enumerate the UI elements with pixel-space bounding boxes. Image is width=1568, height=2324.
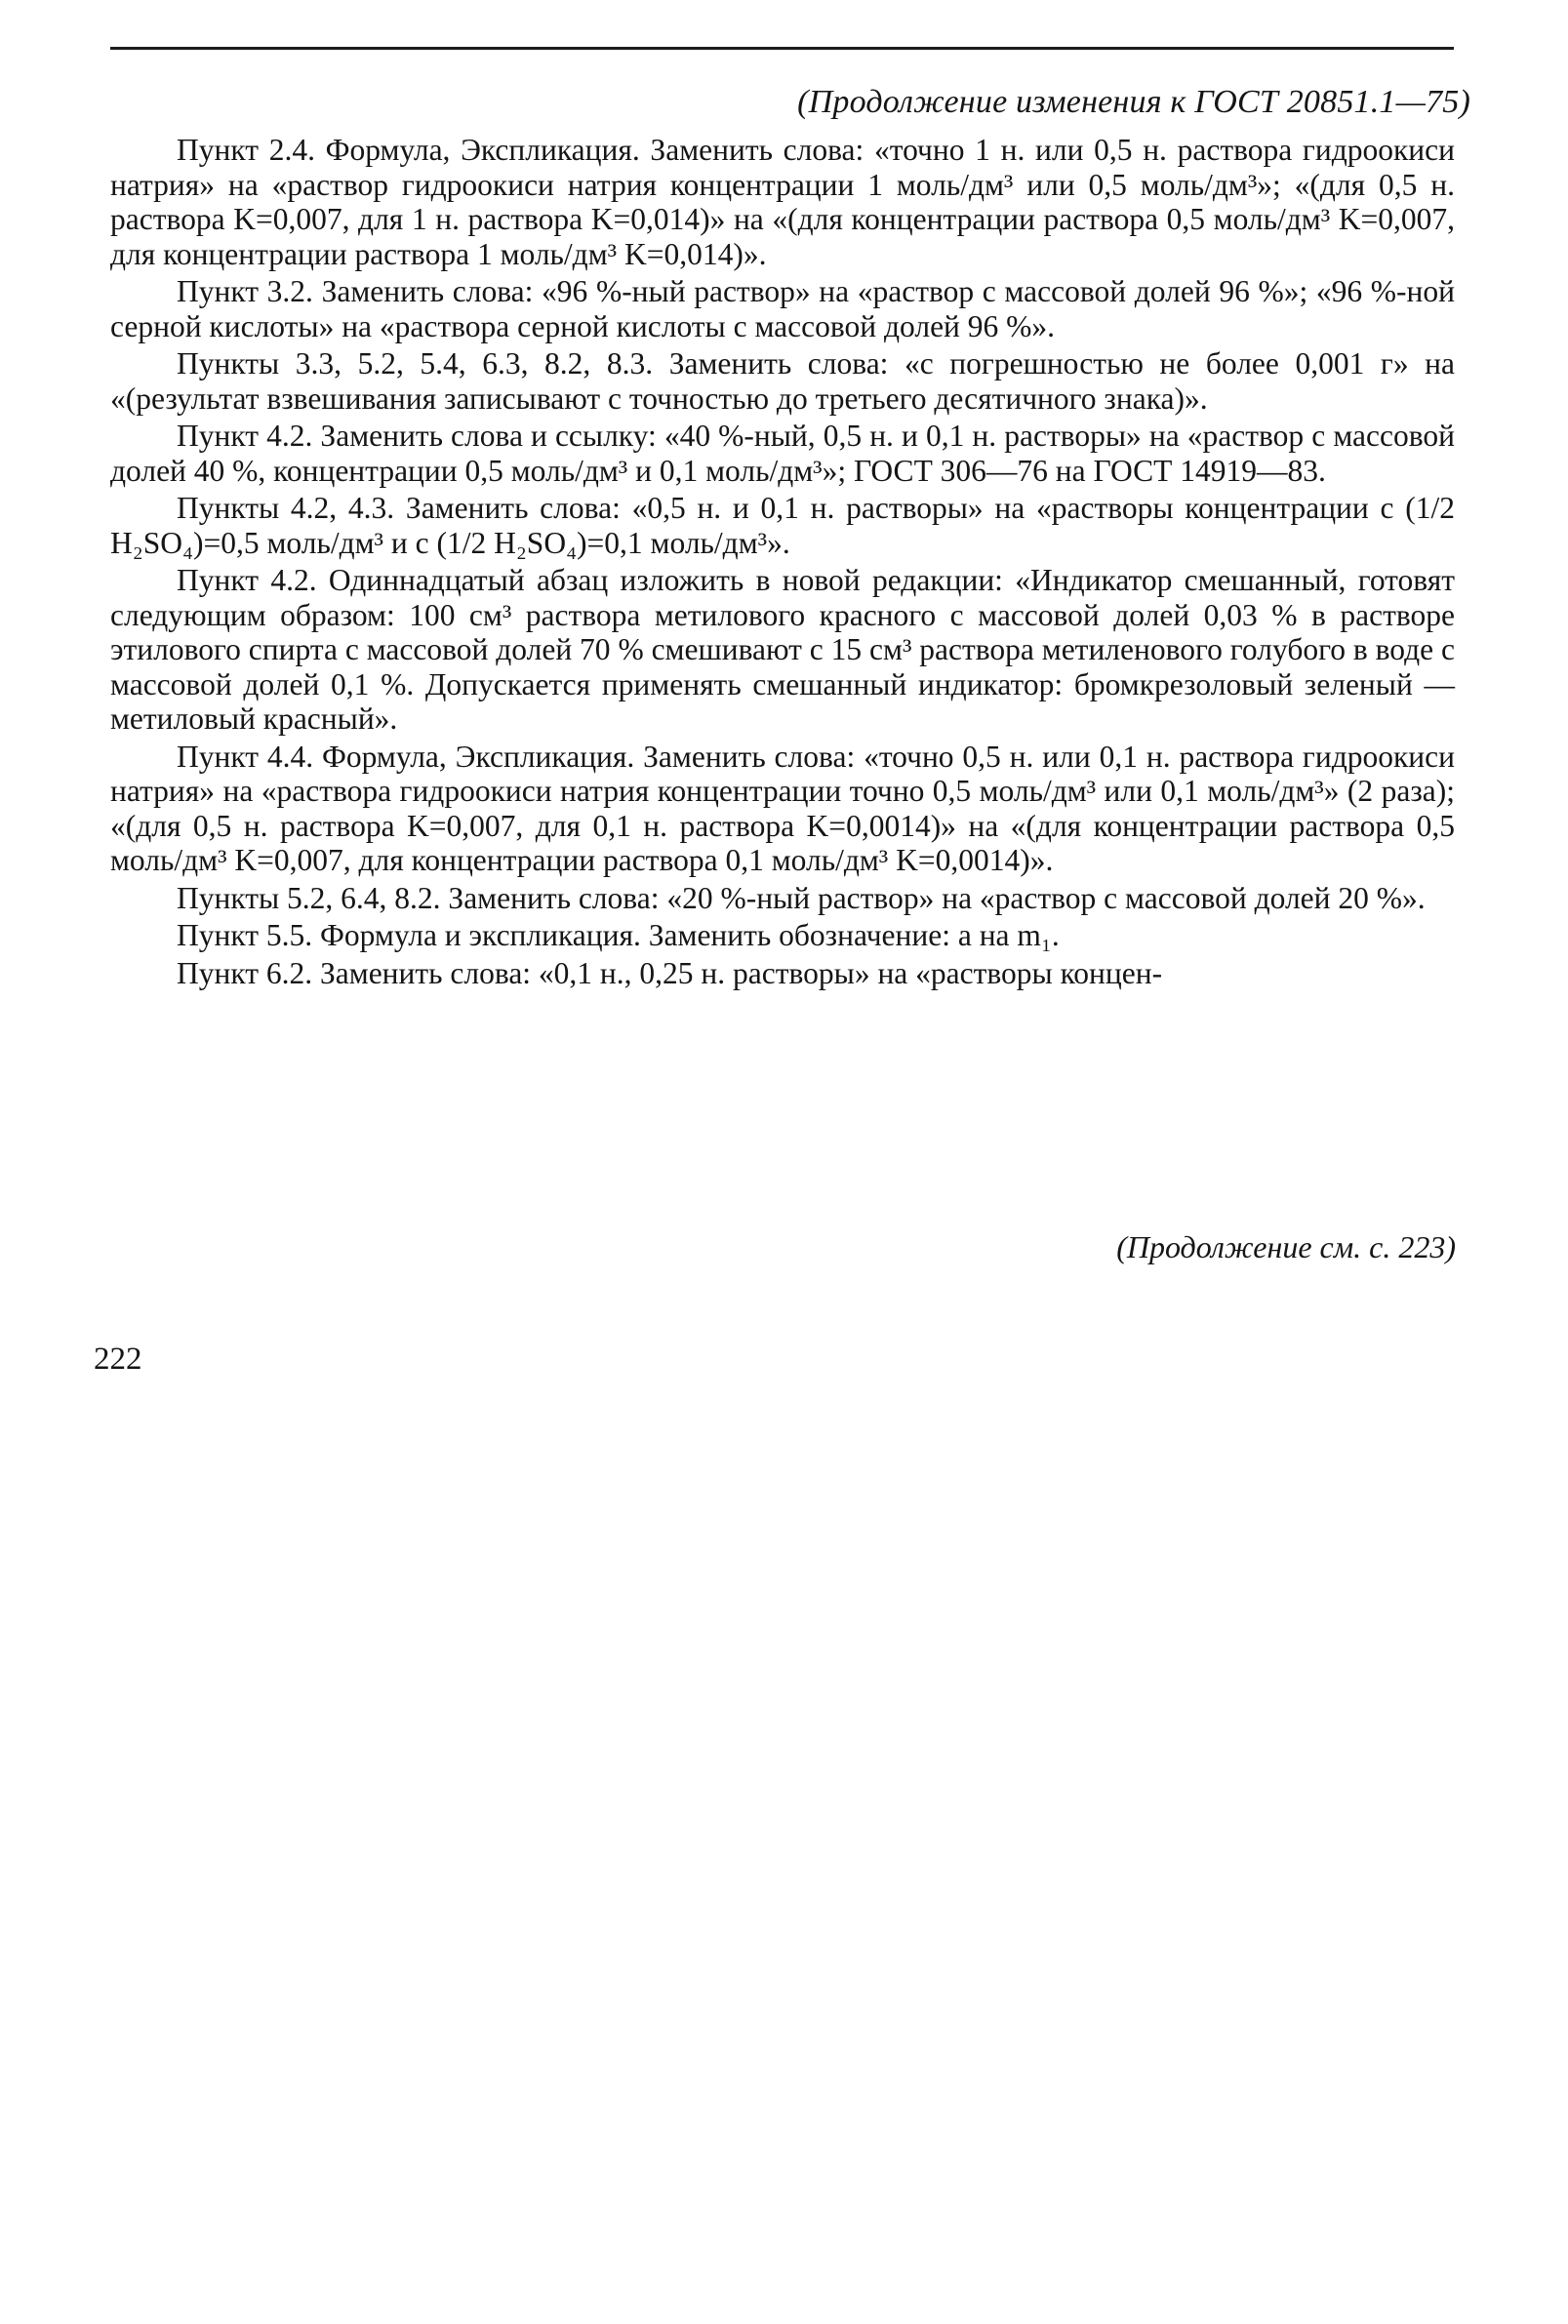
paragraph-3-2: Пункт 3.2. Заменить слова: «96 %-ный раствор» на «раствор с массовой долей 96 %»; «96 %-ной серной кислоты» на «раствора серной кислоты с массовой долей 96 %». xyxy=(110,274,1455,343)
paragraph-3-3: Пункты 3.3, 5.2, 5.4, 6.3, 8.2, 8.3. Заменить слова: «с погрешностью не более 0,001 г» на «(результат взвешивания записывают с точностью до третьего десятичного знака)». xyxy=(110,346,1455,416)
page-number: 222 xyxy=(94,1342,142,1377)
paragraph-6-2: Пункт 6.2. Заменить слова: «0,1 н., 0,25 н. растворы» на «растворы концен- xyxy=(177,955,1163,990)
amendment-text xyxy=(110,133,1455,993)
continuation-header: (Продолжение изменения к ГОСТ 20851.1—75) xyxy=(797,84,1470,120)
paragraph-2-4: Пункт 2.4. Формула, Экспликация. Заменить слова: «точно 1 н. или 0,5 н. раствора гидроокиси натрия» на «раствор гидроокиси натрия концентрации 1 моль/дм³ или 0,5 моль/дм³»; «(для 0,5 н. раствора K=0,007, для 1 н. раствора K=0,014)» на «(для концентрации раствора 0,5 моль/дм³ K=0,007, для концентрации раствора 1 моль/дм³ K=0,014)». xyxy=(110,133,1455,271)
paragraph-4-2-indicator: Пункт 4.2. Одиннадцатый абзац изложить в новой редакции: «Индикатор смешанный, готовят следующим образом: 100 см³ раствора метилового красного с массовой долей 0,03 % в растворе этилового спирта с массовой долей 70 % смешивают с 15 см³ раствора метиленового голубого в воде с массовой долей 0,1 %. Допускается применять смешанный индикатор: бромкрезоловый зеленый — метиловый красный». xyxy=(110,563,1455,736)
top-rule xyxy=(110,47,1454,50)
paragraph-5-2: Пункты 5.2, 6.4, 8.2. Заменить слова: «20 %-ный раствор» на «раствор с массовой долей 20 %». xyxy=(177,880,1426,915)
continuation-note: (Продолжение см. с. 223) xyxy=(1116,1229,1456,1264)
paragraph-4-2-reference: Пункт 4.2. Заменить слова и ссылку: «40 %-ный, 0,5 н. и 0,1 н. растворы» на «раствор с массовой долей 40 %, концентрации 0,5 моль/дм³ и 0,1 моль/дм³»; ГОСТ 306—76 на ГОСТ 14919—83. xyxy=(110,419,1455,488)
paragraph-5-5: Пункт 5.5. Формула и экспликация. Заменить обозначение: a на m₁. xyxy=(177,918,1060,952)
paragraph-4-4: Пункт 4.4. Формула, Экспликация. Заменить слова: «точно 0,5 н. или 0,1 н. раствора гидроокиси натрия» на «раствора гидроокиси натрия концентрации точно 0,5 моль/дм³ или 0,1 моль/дм³» (2 раза); «(для 0,5 н. раствора K=0,007, для 0,1 н. раствора K=0,0014)» на «(для концентрации раствора 0,5 моль/дм³ K=0,007, для концентрации раствора 0,1 моль/дм³ K=0,0014)». xyxy=(110,739,1455,877)
paragraph-4-2-4-3: Пункты 4.2, 4.3. Заменить слова: «0,5 н. и 0,1 н. растворы» на «растворы концентрации c (1/2 H₂SO₄)=0,5 моль/дм³ и c (1/2 H₂SO₄)=0,1 моль/дм³». xyxy=(110,491,1455,560)
